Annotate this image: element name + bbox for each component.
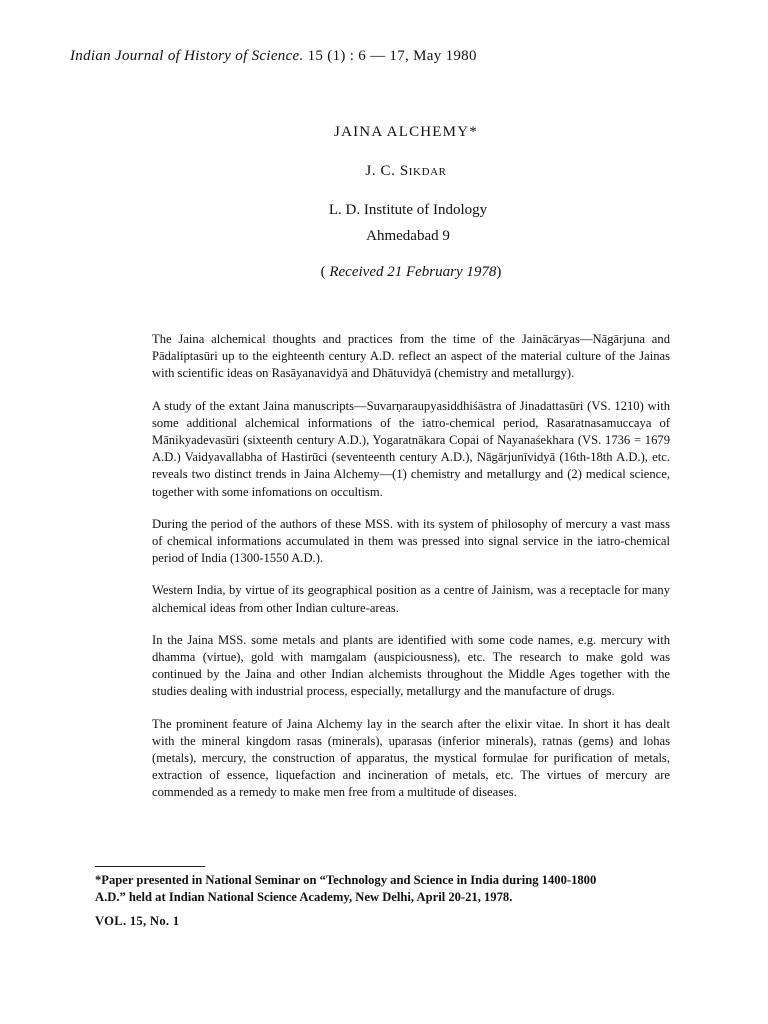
- author-city: Ahmedabad 9: [366, 228, 450, 244]
- author-institution: L. D. Institute of Indology: [328, 202, 488, 218]
- body-paragraph: In the Jaina MSS. some metals and plants are identified with some code names, e.g. mercury with dhamma (virtue), gold with mamgalam (auspiciousness), etc. The research to make gold was continued by the Jaina and other Indian alchemists throughout the Middle Ages together with the studies dealing with industrial process, especially, metallurgy and the manufacture of drugs.: [152, 632, 670, 699]
- body-paragraph: During the period of the authors of these MSS. with its system of philosophy of mercury a vast mass of chemical informations accumulated in them was pressed into signal service in the iatro-chemical period of India (1300-1550 A.D.).: [152, 516, 670, 566]
- journal-header: [70, 48, 690, 65]
- body-paragraph: Western India, by virtue of its geographical position as a centre of Jainism, was a receptacle for many alchemical ideas from other Indian culture-areas.: [152, 583, 670, 615]
- footnote: [95, 872, 730, 906]
- abstract-body: [152, 331, 670, 817]
- footnote-line: *Paper presented in National Seminar on “Technology and Science in India during 1400-1800: [95, 873, 597, 887]
- journal-citation: 15 (1) : 6 — 17, May 1980: [307, 48, 477, 64]
- body-paragraph: The prominent feature of Jaina Alchemy lay in the search after the elixir vitae. In short it has dealt with the mineral kingdom rasas (minerals), uparasas (inferior minerals), ratnas (gems) and lohas (metals), mercury, the construction of apparatus, the mystical formulae for purification of metals, extraction of essence, liquefaction and incineration of metals, etc. The virtues of mercury are commended as a remedy to make men free from a multitude of diseases.: [152, 716, 670, 800]
- received-text: Received 21 February 1978: [329, 264, 497, 280]
- article-title: JAINA ALCHEMY*: [334, 124, 478, 140]
- received-close-paren: ): [496, 264, 502, 280]
- journal-name: Indian Journal of History of Science.: [70, 48, 304, 64]
- received-open-paren: (: [320, 264, 330, 280]
- footnote-line: A.D.” held at Indian National Science Academy, New Delhi, April 20-21, 1978.: [95, 890, 513, 904]
- volume-number: VOL. 15, No. 1: [95, 914, 180, 928]
- footnote-divider: [95, 866, 205, 867]
- article-author: J. C. Sikdar: [365, 163, 447, 179]
- body-paragraph: A study of the extant Jaina manuscripts—Suvarṇaraupyasiddhiśāstra of Jinadattasūri (VS. 1210) with some additional alchemical informations of the iatro-chemical period, Rasaratnasamuccaya of Mānikyadevasūri (sixteenth century A.D.), Yogaratnākara Copai of Nayanaśekhara (VS. 1736 = 1679 A.D.) Vaidyavallabha of Hastirūci (seventeenth century A.D.), Nāgārjunīvidyā (16th-18th A.D.), etc. reveals two distinct trends in Jaina Alchemy—(1) chemistry and metallurgy and (2) medical science, together with some infomations on occultism.: [152, 398, 670, 499]
- received-date: [0, 264, 768, 281]
- body-paragraph: The Jaina alchemical thoughts and practices from the time of the Jainācāryas—Nāgārjuna and Pādaliptasūri up to the eighteenth century A.D. reflect an aspect of the material culture of the Jainas with scientific ideas on Rasāyanavidyā and Dhātuvidyā (chemistry and metallurgy).: [152, 332, 670, 381]
